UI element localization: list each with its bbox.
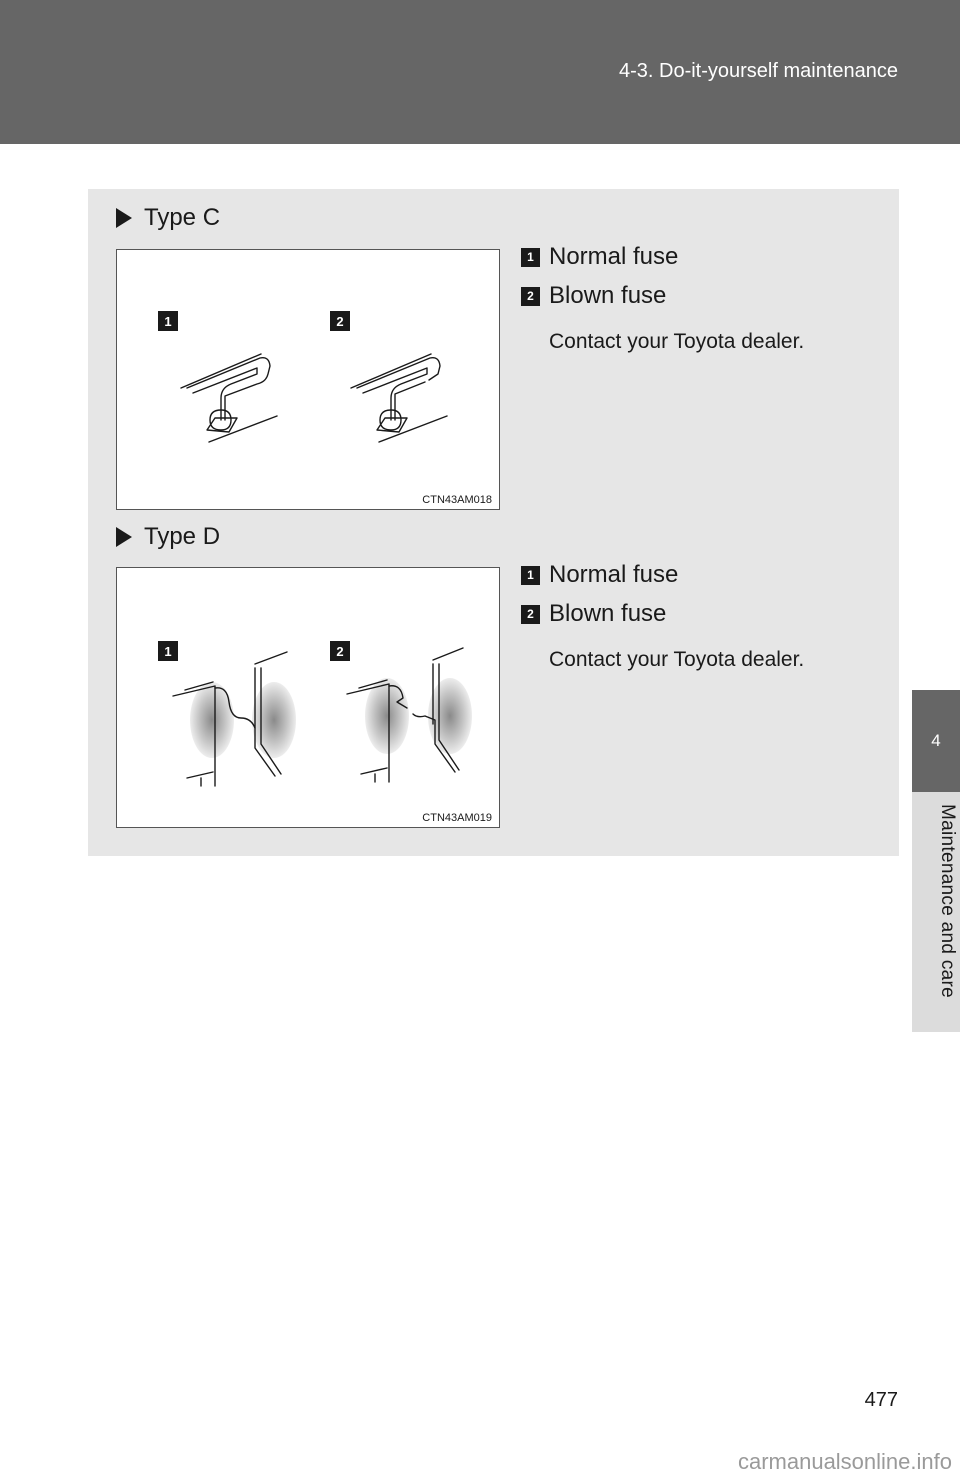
item-number-badge: 1	[521, 566, 540, 585]
fuse-c-illustration	[117, 250, 501, 511]
figure-label-1: 1	[158, 641, 178, 661]
figure-type-c	[116, 249, 500, 510]
chapter-tab-number[interactable]: 4	[912, 690, 960, 792]
chapter-title: Maintenance and care	[937, 804, 958, 999]
figure-code: CTN43AM018	[422, 494, 492, 506]
arrow-right-icon	[116, 208, 132, 228]
figure-label-2: 2	[330, 641, 350, 661]
type-c-heading-text: Type C	[144, 204, 221, 231]
item-label: Blown fuse	[549, 282, 667, 309]
watermark: carmanualsonline.info	[737, 1449, 952, 1474]
page-header	[0, 0, 960, 144]
type-d-heading	[116, 523, 220, 551]
dealer-note: Contact your Toyota dealer.	[549, 648, 805, 671]
figure-code: CTN43AM019	[422, 812, 492, 824]
section-title: 4-3. Do-it-yourself maintenance	[618, 60, 898, 82]
figure-label-2: 2	[330, 311, 350, 331]
item-blown-fuse	[521, 600, 666, 628]
fuse-d-illustration	[117, 568, 501, 829]
type-c-heading	[116, 204, 220, 232]
item-label: Normal fuse	[549, 561, 679, 588]
item-number-badge: 2	[521, 605, 540, 624]
item-label: Normal fuse	[549, 243, 679, 270]
item-normal-fuse	[521, 243, 678, 271]
item-number-badge: 2	[521, 287, 540, 306]
item-normal-fuse	[521, 561, 678, 589]
dealer-note: Contact your Toyota dealer.	[549, 330, 805, 353]
page-number: 477	[864, 1389, 898, 1411]
chapter-tab-label[interactable]	[912, 792, 960, 1032]
figure-label-1: 1	[158, 311, 178, 331]
type-d-heading-text: Type D	[144, 523, 221, 550]
arrow-right-icon	[116, 527, 132, 547]
figure-type-d	[116, 567, 500, 828]
item-blown-fuse	[521, 282, 666, 310]
item-number-badge: 1	[521, 248, 540, 267]
item-label: Blown fuse	[549, 600, 667, 627]
